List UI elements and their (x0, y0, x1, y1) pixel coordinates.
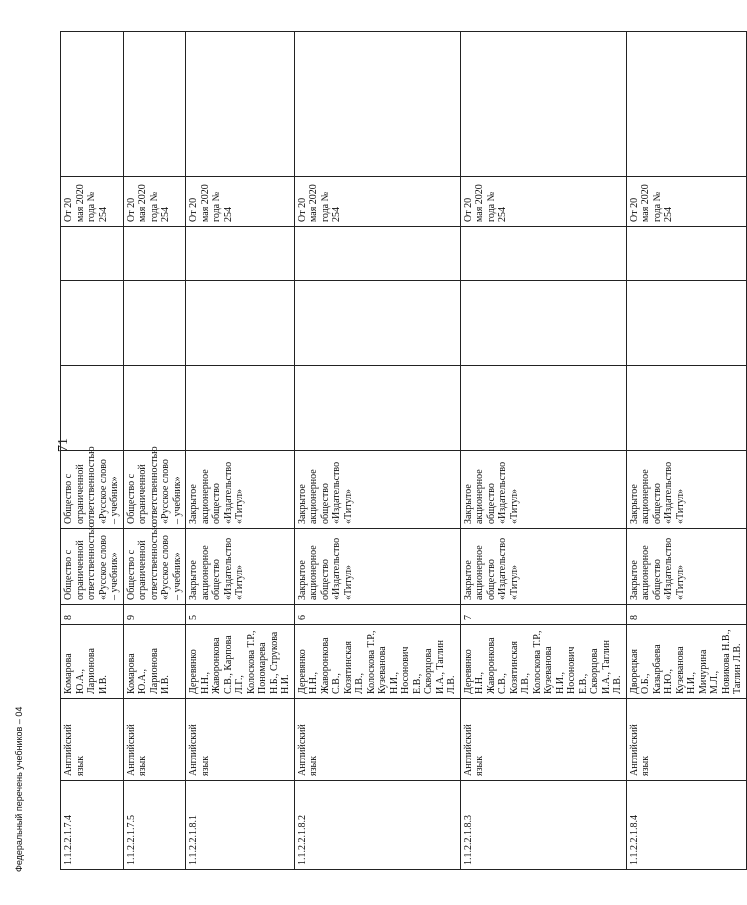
order-cell: От 20 мая 2020 года № 254 (186, 177, 295, 227)
empty-cell (186, 32, 295, 177)
order-cell: От 20 мая 2020 года № 254 (294, 177, 460, 227)
legal-entity-cell: Закрытое акционерное общество «Издательство «Титул» (626, 451, 746, 529)
grade-cell: 8 (626, 605, 746, 625)
empty-cell (626, 366, 746, 451)
table-row (294, 32, 460, 870)
grade-cell: 8 (61, 605, 124, 625)
empty-cell (123, 32, 186, 177)
empty-cell (61, 227, 124, 281)
grade-cell: 6 (294, 605, 460, 625)
subject-cell: Английский язык (61, 699, 124, 781)
publisher-cell: Общество с ограниченной ответственностью «Русское слово – учебник» (61, 529, 124, 605)
code-cell: 1.1.2.2.1.8.2 (294, 781, 460, 870)
legal-entity-cell: Закрытое акционерное общество «Издательство «Титул» (186, 451, 295, 529)
empty-cell (460, 366, 626, 451)
empty-cell (294, 32, 460, 177)
authors-cell: Комарова Ю.А., Ларионова И.В. (123, 625, 186, 699)
order-cell: От 20 мая 2020 года № 254 (61, 177, 124, 227)
legal-entity-cell: Общество с ограниченной ответственностью «Русское слово – учебник» (123, 451, 186, 529)
empty-cell (460, 281, 626, 366)
empty-cell (294, 281, 460, 366)
publisher-cell: Закрытое акционерное общество «Издательство «Титул» (460, 529, 626, 605)
legal-entity-cell: Общество с ограниченной ответственностью «Русское слово – учебник» (61, 451, 124, 529)
code-cell: 1.1.2.2.1.8.1 (186, 781, 295, 870)
authors-cell: Деревянко Н.Н., Жаворонкова С.В., Карпова Л.Г., Колоскова Т.Р., Пономарева Н.Б., Струкова Н.И. (186, 625, 295, 699)
grade-cell: 5 (186, 605, 295, 625)
textbook-table (60, 31, 747, 870)
publisher-cell: Закрытое акционерное общество «Издательство «Титул» (626, 529, 746, 605)
empty-cell (123, 227, 186, 281)
table-row (123, 32, 186, 870)
grade-cell: 7 (460, 605, 626, 625)
code-cell: 1.1.2.2.1.7.5 (123, 781, 186, 870)
empty-cell (626, 32, 746, 177)
empty-cell (460, 227, 626, 281)
subject-cell: Английский язык (123, 699, 186, 781)
table-row (460, 32, 626, 870)
authors-cell: Деревянко Н.Н., Жаворонкова С.В., Козятинская Л.В., Колоскова Т.Р., Кузеванова Н.И., Носонович Е.В., Скворцова И.А., Таглин Л.В. (294, 625, 460, 699)
empty-cell (61, 281, 124, 366)
empty-cell (294, 227, 460, 281)
empty-cell (186, 281, 295, 366)
publisher-cell: Общество с ограниченной ответственностью «Русское слово – учебник» (123, 529, 186, 605)
order-cell: От 20 мая 2020 года № 254 (460, 177, 626, 227)
subject-cell: Английский язык (626, 699, 746, 781)
authors-cell: Комарова Ю.А., Ларионова И.В. (61, 625, 124, 699)
empty-cell (61, 32, 124, 177)
empty-cell (626, 227, 746, 281)
empty-cell (123, 366, 186, 451)
subject-cell: Английский язык (460, 699, 626, 781)
footer-caption: Федеральный перечень учебников – 04 (14, 706, 24, 872)
textbook-table-area (60, 32, 743, 870)
order-cell: От 20 мая 2020 года № 254 (123, 177, 186, 227)
empty-cell (460, 32, 626, 177)
table-row (186, 32, 295, 870)
publisher-cell: Закрытое акционерное общество «Издательство «Титул» (294, 529, 460, 605)
code-cell: 1.1.2.2.1.8.4 (626, 781, 746, 870)
grade-cell: 9 (123, 605, 186, 625)
authors-cell: Дворецкая О.Б., Казырбаева Н.Ю., Кузеванова Н.И., Мичурина М.Л., Новикова Н.В., Таглин Л.В. (626, 625, 746, 699)
subject-cell: Английский язык (186, 699, 295, 781)
subject-cell: Английский язык (294, 699, 460, 781)
empty-cell (123, 281, 186, 366)
empty-cell (186, 227, 295, 281)
authors-cell: Деревянко Н.Н., Жаворонкова С.В., Козятинская Л.В., Колоскова Т.Р., Кузеванова Н.И., Носонович Е.В., Скворцова И.А., Таглин Л.В. (460, 625, 626, 699)
empty-cell (294, 366, 460, 451)
legal-entity-cell: Закрытое акционерное общество «Издательство «Титул» (460, 451, 626, 529)
code-cell: 1.1.2.2.1.8.3 (460, 781, 626, 870)
empty-cell (186, 366, 295, 451)
code-cell: 1.1.2.2.1.7.4 (61, 781, 124, 870)
empty-cell (61, 366, 124, 451)
empty-cell (626, 281, 746, 366)
page-number: 71 (56, 438, 71, 452)
rotated-table-container (60, 32, 743, 870)
publisher-cell: Закрытое акционерное общество «Издательство «Титул» (186, 529, 295, 605)
order-cell: От 20 мая 2020 года № 254 (626, 177, 746, 227)
table-row (626, 32, 746, 870)
legal-entity-cell: Закрытое акционерное общество «Издательство «Титул» (294, 451, 460, 529)
table-row (61, 32, 124, 870)
